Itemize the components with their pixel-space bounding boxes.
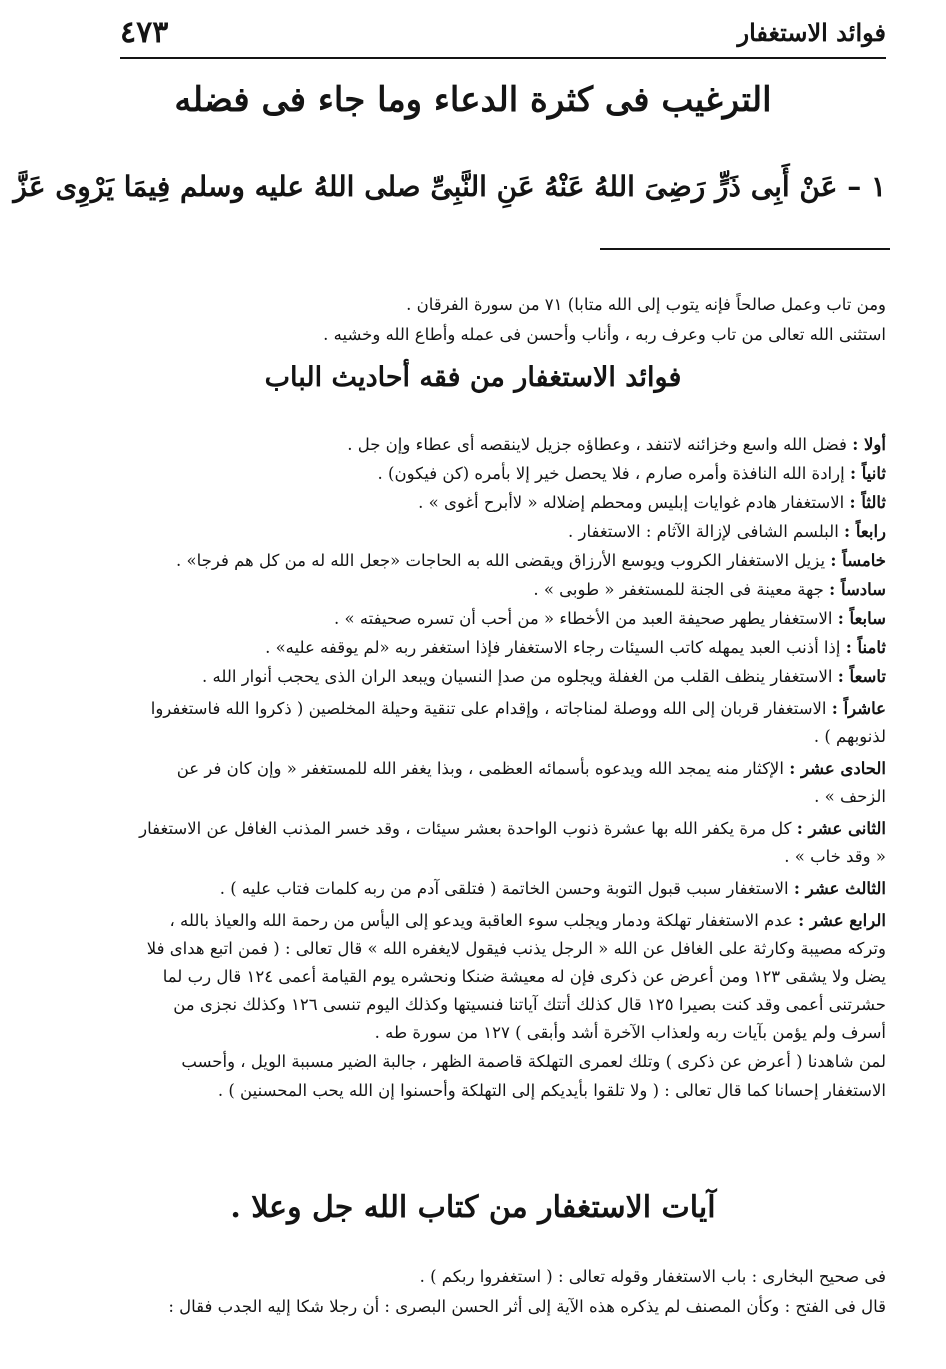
benefit-number: تاسعاً : — [837, 667, 886, 686]
benefit-text: عدم الاستغفار تهلكة ودمار ويجلب سوء العاقبة ويدعو إلى اليأس من رحمة الله والعياذ بالله ، وتركه مصيبة وكارثة على الغافل عن الله « الرجل يذنب فيقول لايغفره الله » قال تعالى : ( فمن اتبع هداى فلا يضل ولا يشقى ١٢٣ ومن أعرض عن ذكرى فإن له معيشة ضنكا ونحشره يوم القيامة أعمى ١٢٤ قال رب لما حشرتنى أعمى وقد كنت بصيرا ١٢٥ قال كذلك أتتك آياتنا فنسيتها وكذلك اليوم تنسى ١٢٦ وكذلك نجزى من أسرف ولم يؤمن بآيات ربه ولعذاب الآخرة أشد وأبقى ) ١٢٧ من سورة طه . — [146, 911, 886, 1042]
benefit-item — [126, 546, 886, 575]
benefit-number: الحادى عشر : — [789, 759, 886, 778]
section-heading: آيات الاستغفار من كتاب الله جل وعلا . — [230, 1190, 716, 1225]
benefit-number: سابعاً : — [837, 609, 886, 628]
benefit-text: الاستغفار ينظف القلب من الغفلة ويجلوه من صدإ النسيان ويبعد الران الذى يحجب أنوار الله . — [202, 667, 833, 686]
benefit-number: الثالث عشر : — [793, 879, 886, 898]
benefit-number: عاشراً : — [831, 699, 886, 718]
footer-line: قال فى الفتح : وكأن المصنف لم يذكره هذه الآية إلى أثر الحسن البصرى : أن رجلا شكا إليه الجدب فقال : — [168, 1297, 886, 1316]
running-title: فوائد الاستغفار — [737, 17, 886, 47]
benefit-text: كل مرة يكفر الله بها عشرة ذنوب الواحدة بعشر سيئات ، وقد خسر المذنب الغافل عن الاستغفار « وقد خاب » . — [139, 819, 886, 866]
benefit-number: الثانى عشر : — [796, 819, 886, 838]
benefit-number: أولا : — [852, 435, 886, 454]
benefit-text: الاستغفار سبب قبول التوبة وحسن الخاتمة ( فتلقى آدم من ربه كلمات فتاب عليه ) . — [219, 879, 789, 898]
benefit-item — [126, 1047, 886, 1105]
benefit-text: إذا أذنب العبد يمهله كاتب السيئات رجاء الاستغفار فإذا استغفر ربه «لم يوقفه عليه» . — [265, 638, 841, 657]
benefit-item — [126, 755, 886, 811]
benefit-text: لمن شاهدنا ( أعرض عن ذكرى ) وتلك لعمرى التهلكة قاصمة الظهر ، جالبة الضير مسببة الويل ، وأحسب الاستغفار إحسانا كما قال تعالى : ( ولا تلقوا بأيديكم إلى التهلكة وأحسنوا إن الله يحب المحسنين ) . — [181, 1052, 886, 1100]
benefit-number: ثانياً : — [849, 464, 886, 483]
benefit-text: إرادة الله النافذة وأمره صارم ، فلا يحصل خير إلا بأمره (كن فيكون) . — [377, 464, 845, 483]
footnote-rule — [600, 248, 890, 250]
benefit-item — [126, 662, 886, 691]
benefit-text: الإكثار منه يمجد الله ويدعوه بأسمائه العظمى ، وبذا يغفر الله للمستغفر « وإن كان فر عن الزحف » . — [176, 759, 886, 806]
benefit-item — [126, 815, 886, 871]
benefit-text: الاستغفار قربان إلى الله ووصلة لمناجاته ، وإقدام على تنقية وحيلة المخلصين ( ذكروا الله فاستغفروا لذنوبهم ) . — [150, 699, 886, 746]
benefit-text: الاستغفار يطهر صحيفة العبد من الأخطاء « من أحب أن تسره صحيفته » . — [333, 609, 833, 628]
benefit-text: فضل الله واسع وخزائنه لاتنفد ، وعطاؤه جزيل لاينقصه أى عطاء وإن جل . — [347, 435, 847, 454]
benefit-text: الاستغفار هادم غوايات إبليس ومحطم إضلاله « لاأبرح أغوى » . — [418, 493, 845, 512]
benefit-number: ثالثاً : — [849, 493, 886, 512]
benefit-number: خامساً : — [830, 551, 886, 570]
main-heading: الترغيب فى كثرة الدعاء وما جاء فى فضله — [174, 80, 772, 120]
benefit-item — [126, 875, 886, 903]
intro-line: ومن تاب وعمل صالحاً فإنه يتوب إلى الله متابا) ٧١ من سورة الفرقان . — [406, 295, 886, 314]
hadith-line: ١ – عَنْ أَبِى ذَرٍّ رَضِىَ اللهُ عَنْهُ عَنِ النَّبِىِّ صلى اللهُ عليه وسلم فِيمَا يَرْوِى عَزَّ — [13, 170, 886, 203]
benefit-item — [126, 907, 886, 1047]
footer-line: فى صحيح البخارى : باب الاستغفار وقوله تعالى : ( استغفروا ربكم ) . — [419, 1267, 886, 1286]
benefit-text: يزيل الاستغفار الكروب ويوسع الأرزاق ويقضى الله به الحاجات «جعل الله له من كل هم فرجا» . — [176, 551, 826, 570]
header-rule — [120, 57, 886, 59]
benefit-item — [126, 604, 886, 633]
benefit-number: رابعاً : — [844, 522, 886, 541]
intro-block — [130, 290, 886, 350]
benefit-text: البلسم الشافى لإزالة الآثام : الاستغفار . — [567, 522, 839, 541]
benefit-item — [126, 430, 886, 459]
benefit-number: الرابع عشر : — [798, 911, 886, 930]
benefit-number: سادساً : — [829, 580, 886, 599]
benefit-number: ثامناً : — [845, 638, 886, 657]
benefits-list — [126, 430, 886, 1105]
benefit-item — [126, 459, 886, 488]
benefit-item — [126, 575, 886, 604]
page-number: ٤٧٣ — [120, 14, 169, 50]
intro-line: استثنى الله تعالى من تاب وعرف ربه ، وأناب وأحسن فى عمله وأطاع الله وخشيه . — [323, 325, 886, 344]
page-header — [120, 8, 886, 56]
sub-heading: فوائد الاستغفار من فقه أحاديث الباب — [264, 362, 682, 393]
footer-block — [126, 1262, 886, 1322]
benefit-text: جهة معينة فى الجنة للمستغفر « طوبى » . — [533, 580, 824, 599]
benefit-item — [126, 633, 886, 662]
benefit-item — [126, 517, 886, 546]
benefit-item — [126, 695, 886, 751]
benefit-item — [126, 488, 886, 517]
